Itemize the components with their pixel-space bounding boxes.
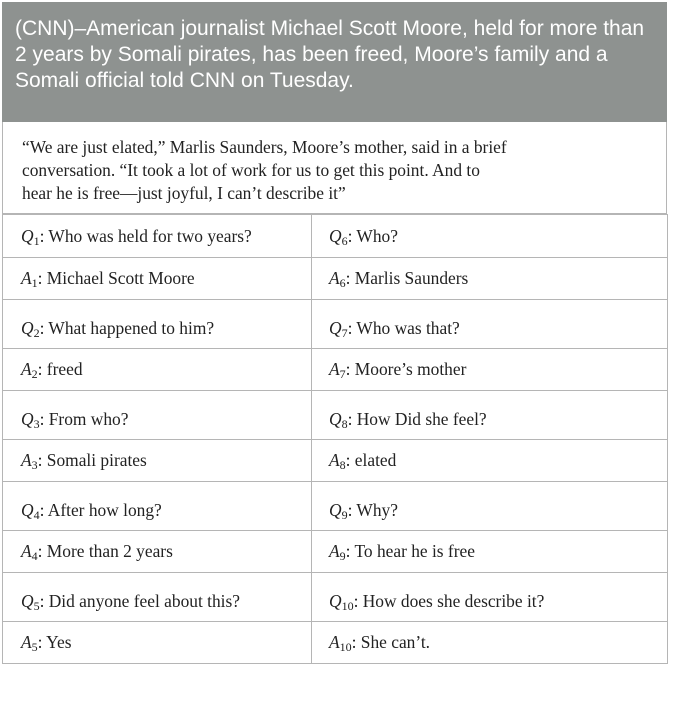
answer-text: : Yes (37, 632, 72, 652)
question-text: : How Did she feel? (347, 408, 487, 429)
answer-number: 3 (31, 458, 38, 472)
answer-text: : Michael Scott Moore (37, 268, 195, 288)
answer-cell (312, 440, 668, 482)
question-text: : Who? (347, 225, 398, 246)
quote-text: “We are just elated,” Marlis Saunders, Moore’s mother, said in a brief conversation. “It took a lot of work for us to get this point. And to hear he is free—just joyful, I can’t describe it” (22, 137, 507, 203)
answer-cell (312, 622, 668, 664)
question-label: Q (21, 499, 34, 520)
answer-number: 5 (31, 640, 38, 654)
answer-label: A (329, 450, 340, 470)
answer-cell (312, 531, 668, 573)
question-row (3, 573, 668, 622)
answer-label: A (21, 541, 32, 561)
answer-number: 9 (339, 549, 346, 563)
answer-number: 4 (31, 549, 38, 563)
answer-text: : To hear he is free (345, 541, 475, 561)
qa-table (2, 214, 668, 664)
answer-number: 8 (339, 458, 346, 472)
qa-table-body (3, 215, 668, 664)
story-header (2, 2, 667, 122)
answer-cell (3, 258, 312, 300)
question-label: Q (21, 590, 34, 611)
quote-cell (2, 122, 667, 214)
answer-label: A (21, 450, 32, 470)
question-label: Q (329, 317, 342, 338)
question-cell (312, 573, 668, 622)
question-cell (3, 573, 312, 622)
answer-row (3, 531, 668, 573)
question-cell (312, 215, 668, 258)
answer-cell (312, 258, 668, 300)
answer-label: A (21, 268, 32, 288)
answer-number: 6 (339, 276, 346, 290)
question-label: Q (21, 317, 34, 338)
question-number: 8 (341, 416, 348, 431)
answer-label: A (329, 632, 340, 652)
question-text: : What happened to him? (39, 317, 215, 338)
question-cell (3, 482, 312, 531)
question-number: 9 (341, 507, 348, 522)
answer-text: : She can’t. (351, 632, 431, 652)
answer-row (3, 349, 668, 391)
question-text: : How does she describe it? (353, 590, 545, 611)
question-label: Q (329, 590, 342, 611)
question-text: : Why? (347, 499, 398, 520)
question-number: 2 (33, 325, 40, 340)
question-row (3, 300, 668, 349)
answer-cell (3, 349, 312, 391)
question-number: 3 (33, 416, 40, 431)
question-cell (312, 391, 668, 440)
question-cell (3, 300, 312, 349)
question-row (3, 391, 668, 440)
question-number: 7 (341, 325, 348, 340)
question-cell (312, 300, 668, 349)
answer-number: 10 (339, 640, 352, 654)
answer-number: 1 (31, 276, 38, 290)
question-number: 10 (341, 598, 354, 613)
question-row (3, 215, 668, 258)
answer-number: 7 (339, 367, 346, 381)
answer-label: A (329, 359, 340, 379)
answer-text: : Somali pirates (37, 450, 147, 470)
answer-label: A (329, 268, 340, 288)
answer-cell (3, 531, 312, 573)
question-label: Q (329, 499, 342, 520)
question-cell (312, 482, 668, 531)
question-label: Q (21, 225, 34, 246)
answer-row (3, 258, 668, 300)
question-number: 5 (33, 598, 40, 613)
question-text: : After how long? (39, 499, 162, 520)
answer-text: : More than 2 years (37, 541, 173, 561)
answer-row (3, 440, 668, 482)
question-cell (3, 215, 312, 258)
answer-number: 2 (31, 367, 38, 381)
question-label: Q (21, 408, 34, 429)
story-text: (CNN)–American journalist Michael Scott Moore, held for more than 2 years by Somali pirates, has been freed, Moore’s family and a Somali official told CNN on Tuesday. (15, 17, 645, 92)
answer-cell (312, 349, 668, 391)
answer-label: A (21, 632, 32, 652)
answer-text: : freed (37, 359, 83, 379)
question-text: : Who was that? (347, 317, 460, 338)
question-label: Q (329, 408, 342, 429)
question-number: 6 (341, 233, 348, 248)
answer-label: A (329, 541, 340, 561)
question-text: : Did anyone feel about this? (39, 590, 240, 611)
question-text: : From who? (39, 408, 129, 429)
answer-label: A (21, 359, 32, 379)
answer-cell (3, 440, 312, 482)
answer-row (3, 622, 668, 664)
answer-text: : elated (345, 450, 397, 470)
question-number: 4 (33, 507, 40, 522)
question-number: 1 (33, 233, 40, 248)
answer-text: : Marlis Saunders (345, 268, 469, 288)
question-label: Q (329, 225, 342, 246)
question-cell (3, 391, 312, 440)
question-text: : Who was held for two years? (39, 225, 252, 246)
question-row (3, 482, 668, 531)
answer-text: : Moore’s mother (345, 359, 467, 379)
answer-cell (3, 622, 312, 664)
